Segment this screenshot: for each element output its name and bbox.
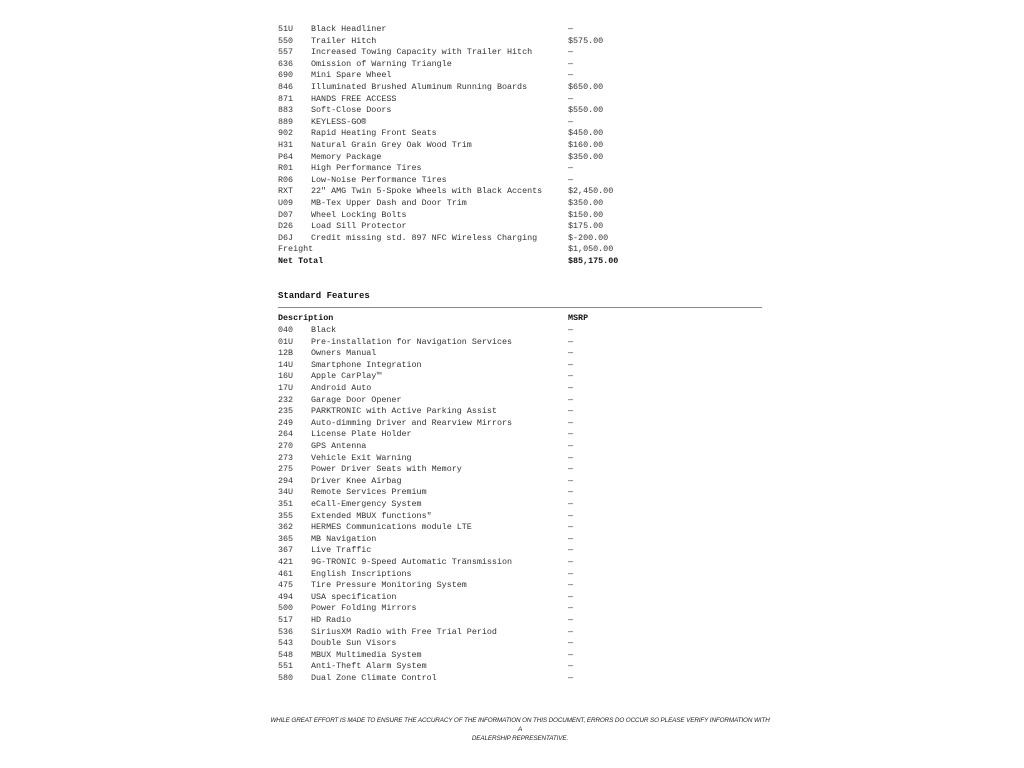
option-description: Mini Spare Wheel [311, 70, 392, 81]
feature-code: 14U [278, 359, 294, 370]
feature-code: 551 [278, 661, 294, 672]
feature-price: — [568, 406, 574, 417]
feature-code: 232 [278, 394, 294, 405]
feature-code: 500 [278, 603, 294, 614]
option-row [278, 175, 762, 187]
feature-row [278, 337, 762, 349]
option-code: 550 [278, 35, 294, 46]
feature-row [278, 569, 762, 581]
feature-code: 580 [278, 672, 294, 683]
feature-description: eCall-Emergency System [311, 498, 422, 509]
feature-row [278, 325, 762, 337]
option-description: Illuminated Brushed Aluminum Running Boards [311, 81, 528, 92]
feature-price: — [568, 672, 574, 683]
feature-price: — [568, 649, 574, 660]
option-code: 557 [278, 47, 294, 58]
option-code: 902 [278, 128, 294, 139]
standard-features-header [278, 313, 762, 325]
feature-price: — [568, 359, 574, 370]
freight-row [278, 244, 762, 256]
option-price: $450.00 [568, 128, 604, 139]
option-price: $575.00 [568, 35, 604, 46]
option-price: $160.00 [568, 139, 604, 150]
feature-code: 01U [278, 336, 294, 347]
option-row [278, 186, 762, 198]
feature-code: 235 [278, 406, 294, 417]
option-code: H31 [278, 139, 294, 150]
option-code: D6J [278, 232, 294, 243]
feature-price: — [568, 638, 574, 649]
option-price: — [568, 116, 574, 127]
option-description: Omission of Warning Triangle [311, 58, 452, 69]
feature-description: Apple CarPlay™ [311, 371, 382, 382]
option-description: KEYLESS-GO® [311, 116, 367, 127]
option-code: D07 [278, 209, 294, 220]
option-row [278, 105, 762, 117]
feature-code: 365 [278, 533, 294, 544]
option-row [278, 210, 762, 222]
feature-row [278, 545, 762, 557]
feature-row [278, 603, 762, 615]
option-price: $150.00 [568, 209, 604, 220]
feature-code: 270 [278, 441, 294, 451]
option-description: Trailer Hitch [311, 35, 377, 46]
option-price: — [568, 47, 574, 58]
option-description: Increased Towing Capacity with Trailer Hitch [311, 47, 533, 58]
option-description: Low-Noise Performance Tires [311, 174, 447, 185]
option-code: 846 [278, 81, 294, 92]
feature-price: — [568, 417, 574, 428]
feature-price: — [568, 336, 574, 347]
option-row [278, 140, 762, 152]
option-description: Load Sill Protector [311, 221, 407, 232]
feature-description: Garage Door Opener [311, 394, 402, 405]
feature-price: — [568, 452, 574, 463]
feature-price: — [568, 487, 574, 498]
option-price: — [568, 24, 574, 34]
feature-description: Power Folding Mirrors [311, 603, 417, 614]
option-code: 883 [278, 105, 294, 116]
option-row [278, 221, 762, 233]
feature-description: Android Auto [311, 383, 372, 394]
feature-price: — [568, 510, 574, 521]
feature-price: — [568, 371, 574, 382]
option-code: R01 [278, 163, 294, 174]
option-price: — [568, 163, 574, 174]
feature-price: — [568, 464, 574, 475]
feature-description: Auto-dimming Driver and Rearview Mirrors [311, 417, 513, 428]
feature-price: — [568, 591, 574, 602]
feature-code: 355 [278, 510, 294, 521]
feature-code: 494 [278, 591, 294, 602]
feature-row [278, 429, 762, 441]
feature-description: GPS Antenna [311, 441, 367, 451]
option-price: $2,450.00 [568, 186, 614, 197]
feature-row [278, 615, 762, 627]
feature-code: 294 [278, 475, 294, 486]
feature-description: Double Sun Visors [311, 638, 397, 649]
option-code: U09 [278, 197, 294, 208]
feature-row [278, 360, 762, 372]
feature-description: Tire Pressure Monitoring System [311, 580, 467, 591]
option-code: RXT [278, 186, 294, 197]
feature-row [278, 592, 762, 604]
standard-features-list [278, 325, 762, 684]
option-description: Rapid Heating Front Seats [311, 128, 437, 139]
feature-description: 9G-TRONIC 9-Speed Automatic Transmission [311, 556, 513, 567]
feature-code: 040 [278, 325, 294, 336]
feature-code: 421 [278, 556, 294, 567]
net-total-label: Net Total [278, 255, 324, 266]
option-description: 22" AMG Twin 5-Spoke Wheels with Black Accents [311, 186, 543, 197]
option-price: $650.00 [568, 81, 604, 92]
feature-row [278, 580, 762, 592]
option-code: 51U [278, 24, 294, 34]
feature-price: — [568, 580, 574, 591]
feature-description: License Plate Holder [311, 429, 412, 440]
option-price: $550.00 [568, 105, 604, 116]
disclaimer-line: DEALERSHIP REPRESENTATIVE. [471, 735, 569, 742]
option-row [278, 152, 762, 164]
feature-row [278, 627, 762, 639]
feature-description: HD Radio [311, 614, 352, 625]
option-description: HANDS FREE ACCESS [311, 93, 397, 104]
option-row [278, 198, 762, 210]
option-description: Black Headliner [311, 24, 387, 34]
window-sticker-page [278, 24, 762, 684]
option-price: — [568, 58, 574, 69]
net-total-price: $85,175.00 [568, 255, 619, 266]
feature-code: 517 [278, 614, 294, 625]
option-row [278, 163, 762, 175]
feature-description: Anti-Theft Alarm System [311, 661, 427, 672]
freight-price: $1,050.00 [568, 244, 614, 255]
feature-description: PARKTRONIC with Active Parking Assist [311, 406, 497, 417]
feature-price: — [568, 626, 574, 637]
option-code: 871 [278, 93, 294, 104]
freight-label: Freight [278, 244, 314, 255]
option-price: $350.00 [568, 151, 604, 162]
net-total-row [278, 256, 762, 268]
option-price: — [568, 174, 574, 185]
feature-price: — [568, 475, 574, 486]
standard-features-title: Standard Features [278, 291, 370, 302]
option-row [278, 36, 762, 48]
feature-price: — [568, 348, 574, 359]
feature-price: — [568, 545, 574, 556]
option-description: Credit missing std. 897 NFC Wireless Charging [311, 232, 538, 243]
option-description: Natural Grain Grey Oak Wood Trim [311, 139, 472, 150]
feature-row [278, 406, 762, 418]
option-row [278, 128, 762, 140]
options-list [278, 24, 762, 267]
feature-code: 275 [278, 464, 294, 475]
feature-code: 273 [278, 452, 294, 463]
option-price: — [568, 70, 574, 81]
feature-row [278, 511, 762, 523]
feature-price: — [568, 556, 574, 567]
option-description: High Performance Tires [311, 163, 422, 174]
feature-row [278, 534, 762, 546]
feature-code: 543 [278, 638, 294, 649]
feature-code: 461 [278, 568, 294, 579]
feature-row [278, 348, 762, 360]
feature-price: — [568, 661, 574, 672]
column-header-msrp: MSRP [568, 313, 589, 324]
feature-description: HERMES Communications module LTE [311, 522, 472, 533]
feature-row [278, 557, 762, 569]
column-header-description: Description [278, 313, 334, 324]
feature-code: 548 [278, 649, 294, 660]
option-row [278, 233, 762, 245]
feature-description: MB Navigation [311, 533, 377, 544]
feature-code: 367 [278, 545, 294, 556]
feature-description: Extended MBUX functions" [311, 510, 432, 521]
option-code: P64 [278, 151, 294, 162]
feature-description: Live Traffic [311, 545, 372, 556]
feature-code: 536 [278, 626, 294, 637]
feature-price: — [568, 325, 574, 336]
feature-row [278, 487, 762, 499]
feature-row [278, 371, 762, 383]
option-price: $-200.00 [568, 232, 609, 243]
feature-code: 249 [278, 417, 294, 428]
feature-description: Vehicle Exit Warning [311, 452, 412, 463]
option-price: — [568, 93, 574, 104]
option-row [278, 47, 762, 59]
feature-price: — [568, 568, 574, 579]
feature-description: USA specification [311, 591, 397, 602]
feature-price: — [568, 533, 574, 544]
feature-code: 264 [278, 429, 294, 440]
option-code: 636 [278, 58, 294, 69]
feature-code: 475 [278, 580, 294, 591]
option-price: $175.00 [568, 221, 604, 232]
feature-row [278, 453, 762, 465]
feature-code: 362 [278, 522, 294, 533]
feature-description: English Inscriptions [311, 568, 412, 579]
feature-row [278, 661, 762, 673]
feature-code: 16U [278, 371, 294, 382]
feature-description: Dual Zone Climate Control [311, 672, 437, 683]
feature-description: Black [311, 325, 337, 336]
disclaimer-line: WHILE GREAT EFFORT IS MADE TO ENSURE THE ACCURACY OF THE INFORMATION ON THIS DOCUMENT, ERRORS DO OCCUR SO PLEASE VERIFY INFORMATION WITH A [270, 717, 770, 733]
option-code: 889 [278, 116, 294, 127]
feature-description: Remote Services Premium [311, 487, 427, 498]
feature-row [278, 476, 762, 488]
feature-price: — [568, 383, 574, 394]
option-description: Memory Package [311, 151, 382, 162]
option-row [278, 59, 762, 71]
feature-row [278, 395, 762, 407]
option-code: R06 [278, 174, 294, 185]
feature-code: 17U [278, 383, 294, 394]
feature-code: 351 [278, 498, 294, 509]
feature-price: — [568, 429, 574, 440]
feature-description: MBUX Multimedia System [311, 649, 422, 660]
feature-price: — [568, 498, 574, 509]
feature-code: 34U [278, 487, 294, 498]
option-row [278, 94, 762, 106]
option-description: MB-Tex Upper Dash and Door Trim [311, 197, 467, 208]
option-code: 690 [278, 70, 294, 81]
option-code: D26 [278, 221, 294, 232]
feature-row [278, 499, 762, 511]
feature-code: 12B [278, 348, 294, 359]
feature-row [278, 464, 762, 476]
feature-row [278, 383, 762, 395]
feature-row [278, 441, 762, 453]
section-divider [278, 307, 762, 308]
feature-row [278, 418, 762, 430]
accuracy-disclaimer [270, 716, 770, 743]
feature-description: Power Driver Seats with Memory [311, 464, 462, 475]
feature-row [278, 650, 762, 662]
feature-price: — [568, 441, 574, 451]
feature-price: — [568, 603, 574, 614]
feature-row [278, 522, 762, 534]
option-description: Soft-Close Doors [311, 105, 392, 116]
option-row [278, 117, 762, 129]
feature-price: — [568, 394, 574, 405]
feature-row [278, 638, 762, 650]
feature-description: Pre-installation for Navigation Services [311, 336, 513, 347]
option-row [278, 70, 762, 82]
feature-description: Owners Manual [311, 348, 377, 359]
feature-description: Driver Knee Airbag [311, 475, 402, 486]
option-row [278, 24, 762, 36]
feature-row [278, 673, 762, 685]
feature-description: SiriusXM Radio with Free Trial Period [311, 626, 497, 637]
option-description: Wheel Locking Bolts [311, 209, 407, 220]
option-row [278, 82, 762, 94]
feature-price: — [568, 522, 574, 533]
option-price: $350.00 [568, 197, 604, 208]
feature-description: Smartphone Integration [311, 359, 422, 370]
feature-price: — [568, 614, 574, 625]
